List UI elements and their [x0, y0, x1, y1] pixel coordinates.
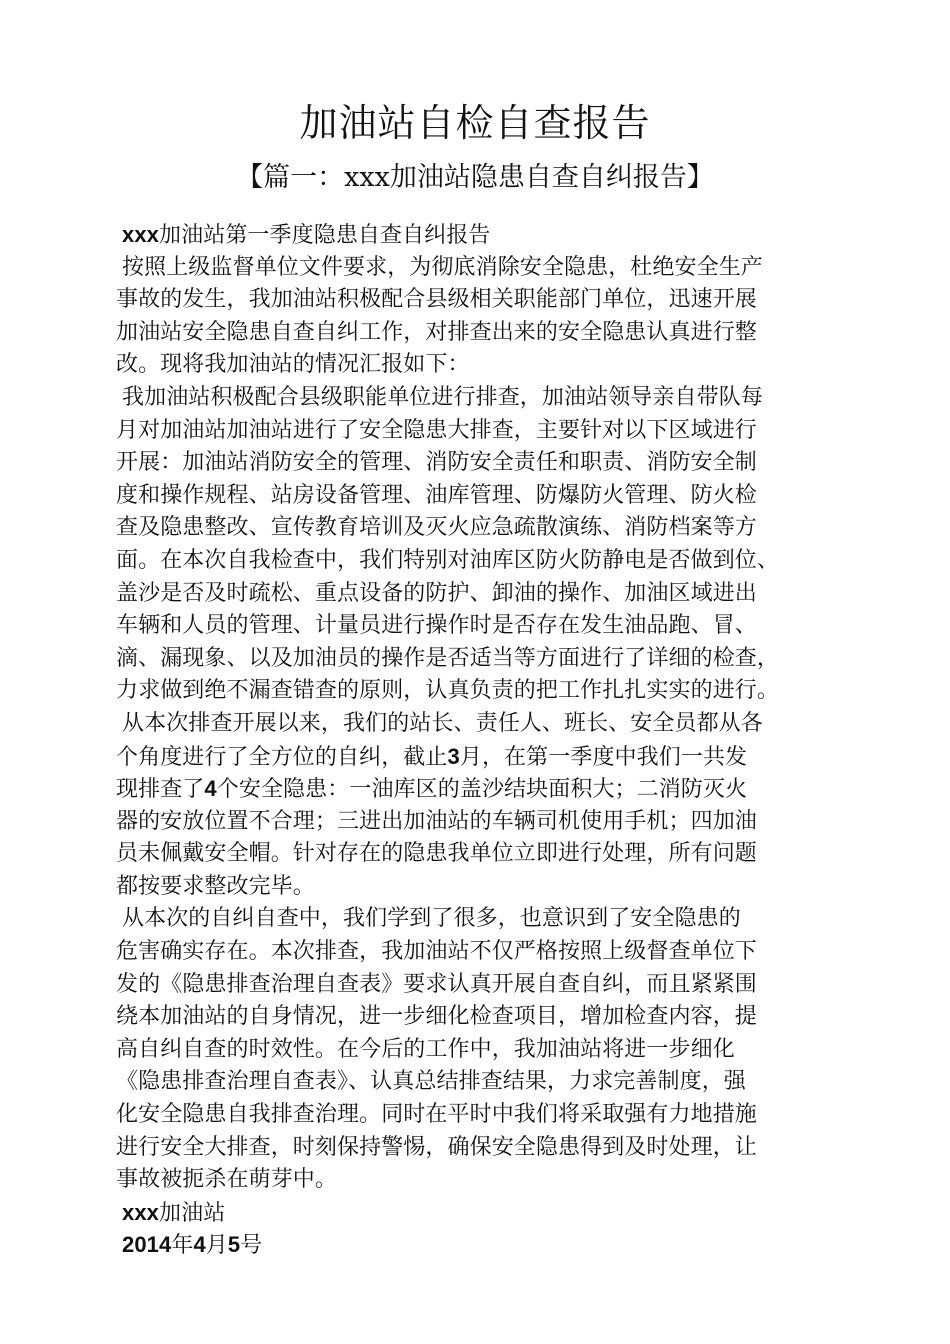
text-line: 查及隐患整改、宣传教育培训及灭火应急疏散演练、消防档案等方	[116, 515, 757, 541]
text-line: 器的安放位置不合理；三进出加油站的车辆司机使用手机；四加油	[116, 808, 757, 834]
text-line: 开展：加油站消防安全的管理、消防安全责任和职责、消防安全制	[116, 450, 757, 476]
signature-organization	[116, 1197, 856, 1230]
signature-block	[116, 1197, 856, 1262]
text-line: 度和操作规程、站房设备管理、油库管理、防爆防火管理、防火检	[116, 482, 757, 508]
text-line: 车辆和人员的管理、计量员进行操作时是否存在发生油品跑、冒、	[116, 613, 757, 639]
document-subtitle: 【篇一：xxx加油站隐患自查自纠报告】	[236, 162, 714, 193]
text-line: 面。在本次自我检查中，我们特别对油库区防火防静电是否做到位、	[116, 547, 780, 573]
text-line: 从本次的自纠自查中，我们学到了很多，也意识到了安全隐患的	[122, 906, 741, 932]
paragraph-3	[116, 708, 856, 904]
date-month: 4	[193, 1232, 206, 1258]
text-line: 从本次排查开展以来，我们的站长、责任人、班长、安全员都从各	[122, 710, 763, 736]
text-line: 加油站安全隐患自查自纠工作，对排查出来的安全隐患认真进行整	[116, 319, 757, 345]
text-line: 危害确实存在。本次排查，我加油站不仅严格按照上级督查单位下	[116, 939, 757, 965]
report-heading: xxx加油站第一季度隐患自查自纠报告	[122, 222, 491, 248]
text-line: 绕本加油站的自身情况，进一步细化检查项目，增加检查内容，提	[116, 1004, 757, 1030]
date-month-unit: 月	[205, 1233, 228, 1259]
signature-date	[116, 1229, 856, 1262]
text-line	[116, 741, 856, 774]
text-line: 盖沙是否及时疏松、重点设备的防护、卸油的操作、加油区域进出	[116, 580, 757, 606]
date-year-unit: 年	[171, 1233, 194, 1259]
text-line: 事故的发生，我加油站积极配合县级相关职能部门单位，迅速开展	[116, 287, 757, 313]
text-segment: 个角度进行了全方位的自纠，截止	[116, 744, 448, 770]
text-line: 事故被扼杀在萌芽中。	[116, 1167, 338, 1193]
text-line: 化安全隐患自我排查治理。同时在平时中我们将采取强有力地措施	[116, 1102, 757, 1128]
text-line: 员未佩戴安全帽。针对存在的隐患我单位立即进行处理，所有问题	[116, 841, 757, 867]
text-line	[116, 773, 856, 806]
org-prefix: xxx	[122, 1199, 160, 1225]
text-line: 改。现将我加油站的情况汇报如下：	[116, 352, 470, 378]
text-segment: 现排查了	[116, 777, 205, 803]
hazard-count: 4	[204, 776, 217, 802]
text-line: 滴、漏现象、以及加油员的操作是否适当等方面进行了详细的检查，	[116, 645, 780, 671]
text-line: 力求做到绝不漏查错查的原则，认真负责的把工作扎扎实实的进行。	[116, 678, 780, 704]
paragraph-2	[116, 382, 856, 708]
month-value: 3	[447, 743, 460, 769]
document-body	[116, 219, 856, 1262]
text-line: 按照上级监督单位文件要求，为彻底消除安全隐患，杜绝安全生产	[122, 254, 763, 280]
text-segment: 月，在第一季度中我们一共发	[459, 744, 748, 770]
text-line: 我加油站积极配合县级职能单位进行排查，加油站领导亲自带队每	[122, 384, 763, 410]
text-segment: 个安全隐患：一油库区的盖沙结块面积大；二消防灭火	[216, 777, 748, 803]
text-line: 月对加油站加油站进行了安全隐患大排查，主要针对以下区域进行	[116, 417, 757, 443]
paragraph-4	[116, 903, 856, 1196]
paragraph-1	[116, 252, 856, 382]
text-line: 进行安全大排查，时刻保持警惕，确保安全隐患得到及时处理，让	[116, 1134, 757, 1160]
date-day-unit: 号	[240, 1233, 263, 1259]
report-heading-text: 加油站第一季度隐患自查自纠报告	[159, 223, 491, 248]
text-line: 《隐患排查治理自查表》、认真总结排查结果，力求完善制度，强	[116, 1069, 746, 1095]
text-line: 都按要求整改完毕。	[116, 873, 315, 899]
text-line: 高自纠自查的时效性。在今后的工作中，我加油站将进一步细化	[116, 1036, 735, 1062]
date-day: 5	[227, 1232, 241, 1258]
org-suffix: 加油站	[159, 1200, 226, 1226]
document-title: 加油站自检自查报告	[299, 101, 651, 145]
date-year: 2014	[122, 1232, 172, 1258]
text-line: 发的《隐患排查治理自查表》要求认真开展自查自纠，而且紧紧围	[116, 971, 757, 997]
